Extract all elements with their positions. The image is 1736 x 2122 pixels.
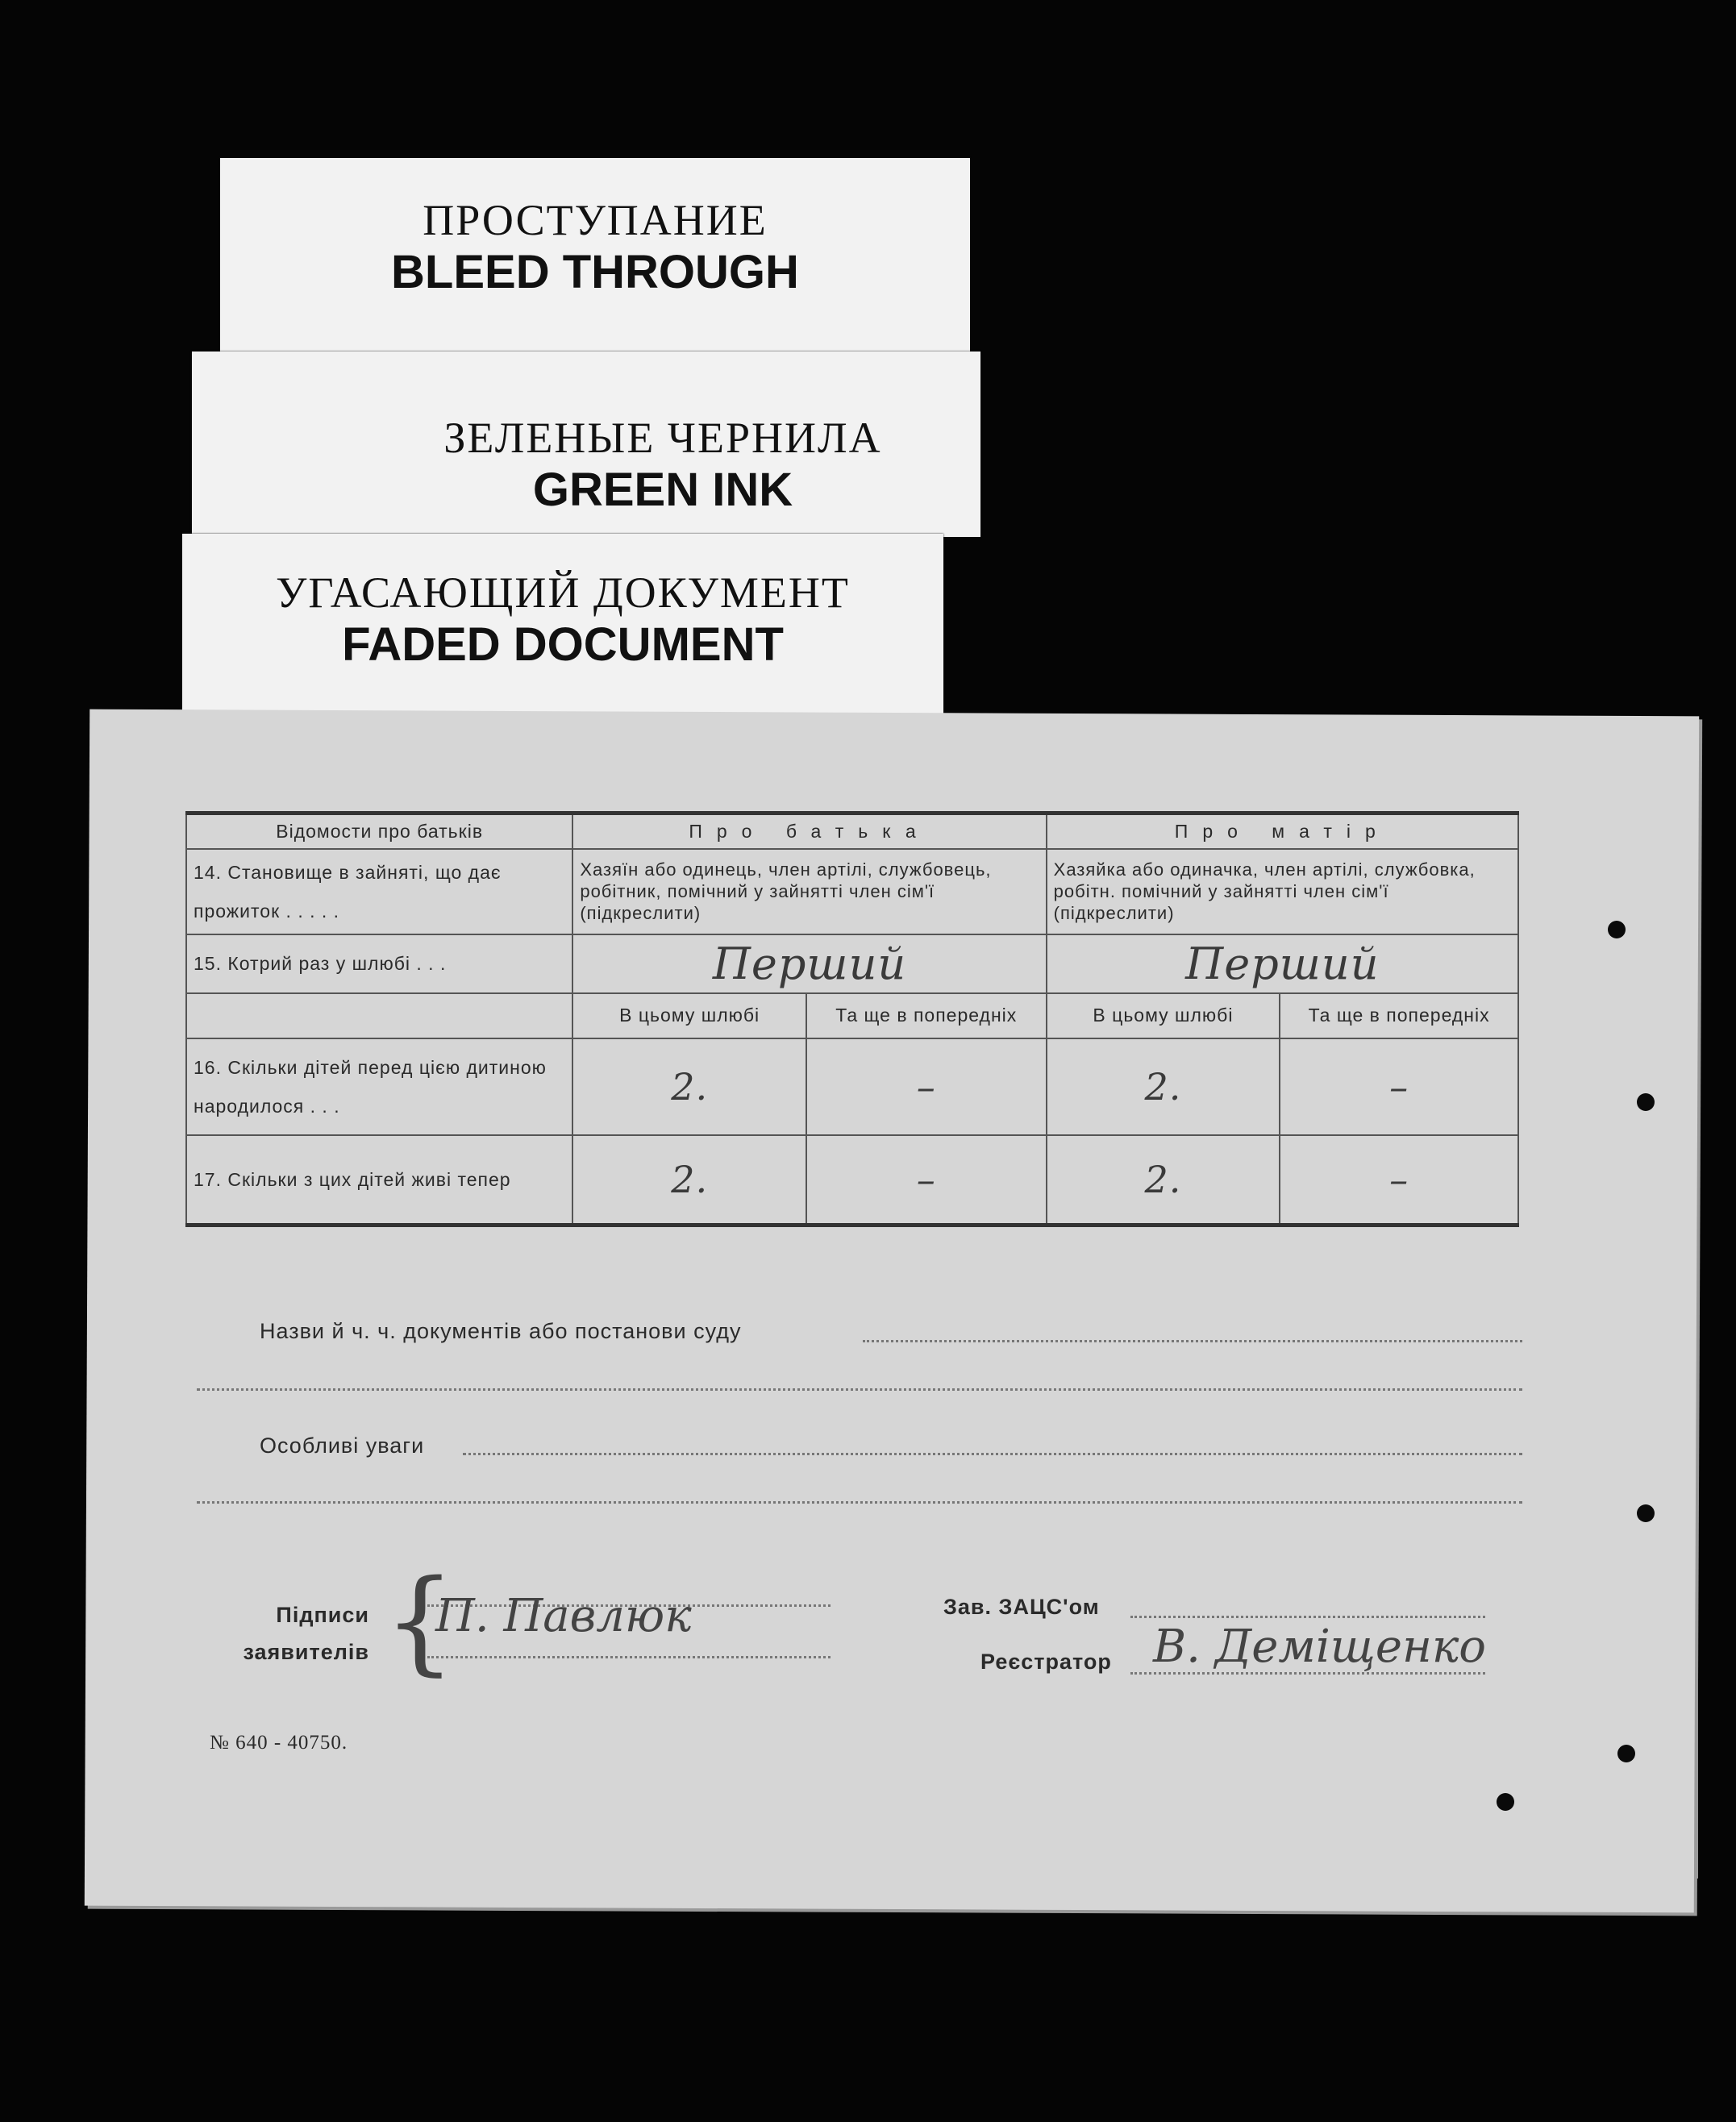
row14-mother-text: Хазяйка або одиначка, член артілі, службовка, робітн. помічний у зайнятті член сім'ї (підкреслити)	[1053, 859, 1476, 923]
applicants-signature-label: Підписи заявителів	[243, 1603, 369, 1664]
remarks-field-line-2	[197, 1501, 1522, 1504]
bleed-through-label	[220, 158, 970, 352]
subheader-mother-previous: Та ще в попередніх	[1280, 993, 1518, 1038]
binding-hole	[1637, 1504, 1655, 1522]
row16-mother-previous: –	[1280, 1038, 1518, 1135]
head-zags-label: Зав. ЗАЦС'ом	[943, 1595, 1100, 1619]
registrar-label: Реєстратор	[980, 1650, 1112, 1674]
applicant-signature-line-2	[427, 1656, 831, 1658]
parents-info-table	[185, 811, 1519, 1227]
binding-hole	[1497, 1793, 1514, 1811]
documents-field-line-2	[197, 1388, 1522, 1391]
row16-father-previous: –	[806, 1038, 1047, 1135]
faded-document-label	[182, 534, 943, 716]
applicant-signature: П. Павлюк	[435, 1590, 692, 1642]
table-row-16	[186, 1038, 1518, 1135]
table-subheader-row	[186, 993, 1518, 1038]
row15-mother-value: Перший	[1047, 934, 1518, 993]
green-ink-ru: ЗЕЛЕНЫЕ ЧЕРНИЛА	[443, 414, 882, 462]
subheader-father-previous: Та ще в попередніх	[806, 993, 1047, 1038]
remarks-field-line	[463, 1453, 1522, 1455]
applicants-brace: {	[384, 1556, 456, 1687]
row14-label: 14. Становище в зайняті, що дає прожиток . . . . .	[186, 849, 572, 934]
row17-father-previous: –	[806, 1135, 1047, 1225]
documents-field-label: Назви й ч. ч. документів або постанови суду	[260, 1319, 742, 1343]
row16-mother-this: 2.	[1047, 1038, 1280, 1135]
faded-document-en: FADED DOCUMENT	[342, 618, 784, 671]
table-header-row	[186, 813, 1518, 849]
table-row-17	[186, 1135, 1518, 1225]
row17-mother-previous: –	[1280, 1135, 1518, 1225]
subheader-father-this: В цьому шлюбі	[572, 993, 806, 1038]
green-ink-en: GREEN INK	[532, 464, 793, 516]
row16-father-this: 2.	[572, 1038, 806, 1135]
table-row-14	[186, 849, 1518, 934]
header-parents-info: Відомости про батьків	[186, 813, 572, 849]
table-row-15	[186, 934, 1518, 993]
green-ink-label	[192, 352, 980, 537]
row17-mother-this: 2.	[1047, 1135, 1280, 1225]
registrar-signature: В. Деміщенко	[1153, 1621, 1486, 1673]
header-father: Про батька	[572, 813, 1046, 849]
bleed-through-en: BLEED THROUGH	[391, 246, 799, 298]
row15-label: 15. Котрий раз у шлюбі . . .	[186, 934, 572, 993]
row17-father-this: 2.	[572, 1135, 806, 1225]
form-number: № 640 - 40750.	[210, 1732, 348, 1754]
head-zags-line	[1130, 1616, 1485, 1618]
header-mother: Про матір	[1047, 813, 1518, 849]
binding-hole	[1617, 1745, 1635, 1762]
row17-label: 17. Скільки з цих дітей живі тепер	[186, 1135, 572, 1225]
row16-label: 16. Скільки дітей перед цією дитиною народилося . . .	[186, 1038, 572, 1135]
binding-hole	[1637, 1093, 1655, 1111]
row14-mother-options	[1047, 849, 1518, 934]
bleed-through-ru: ПРОСТУПАНИЕ	[423, 196, 768, 244]
subheader-mother-this: В цьому шлюбі	[1047, 993, 1280, 1038]
documents-field-line	[863, 1340, 1522, 1342]
remarks-field-label: Особливі уваги	[260, 1433, 425, 1458]
subheader-empty	[186, 993, 572, 1038]
row15-father-value: Перший	[572, 934, 1046, 993]
row14-father-options	[572, 849, 1046, 934]
faded-document-ru: УГАСАЮЩИЙ ДОКУМЕНТ	[276, 568, 850, 617]
row14-father-text: Хазяїн або одинець, член артілі, службовець, робітник, помічний у зайнятті член сім'ї (підкреслити)	[580, 859, 992, 923]
binding-hole	[1608, 921, 1626, 938]
